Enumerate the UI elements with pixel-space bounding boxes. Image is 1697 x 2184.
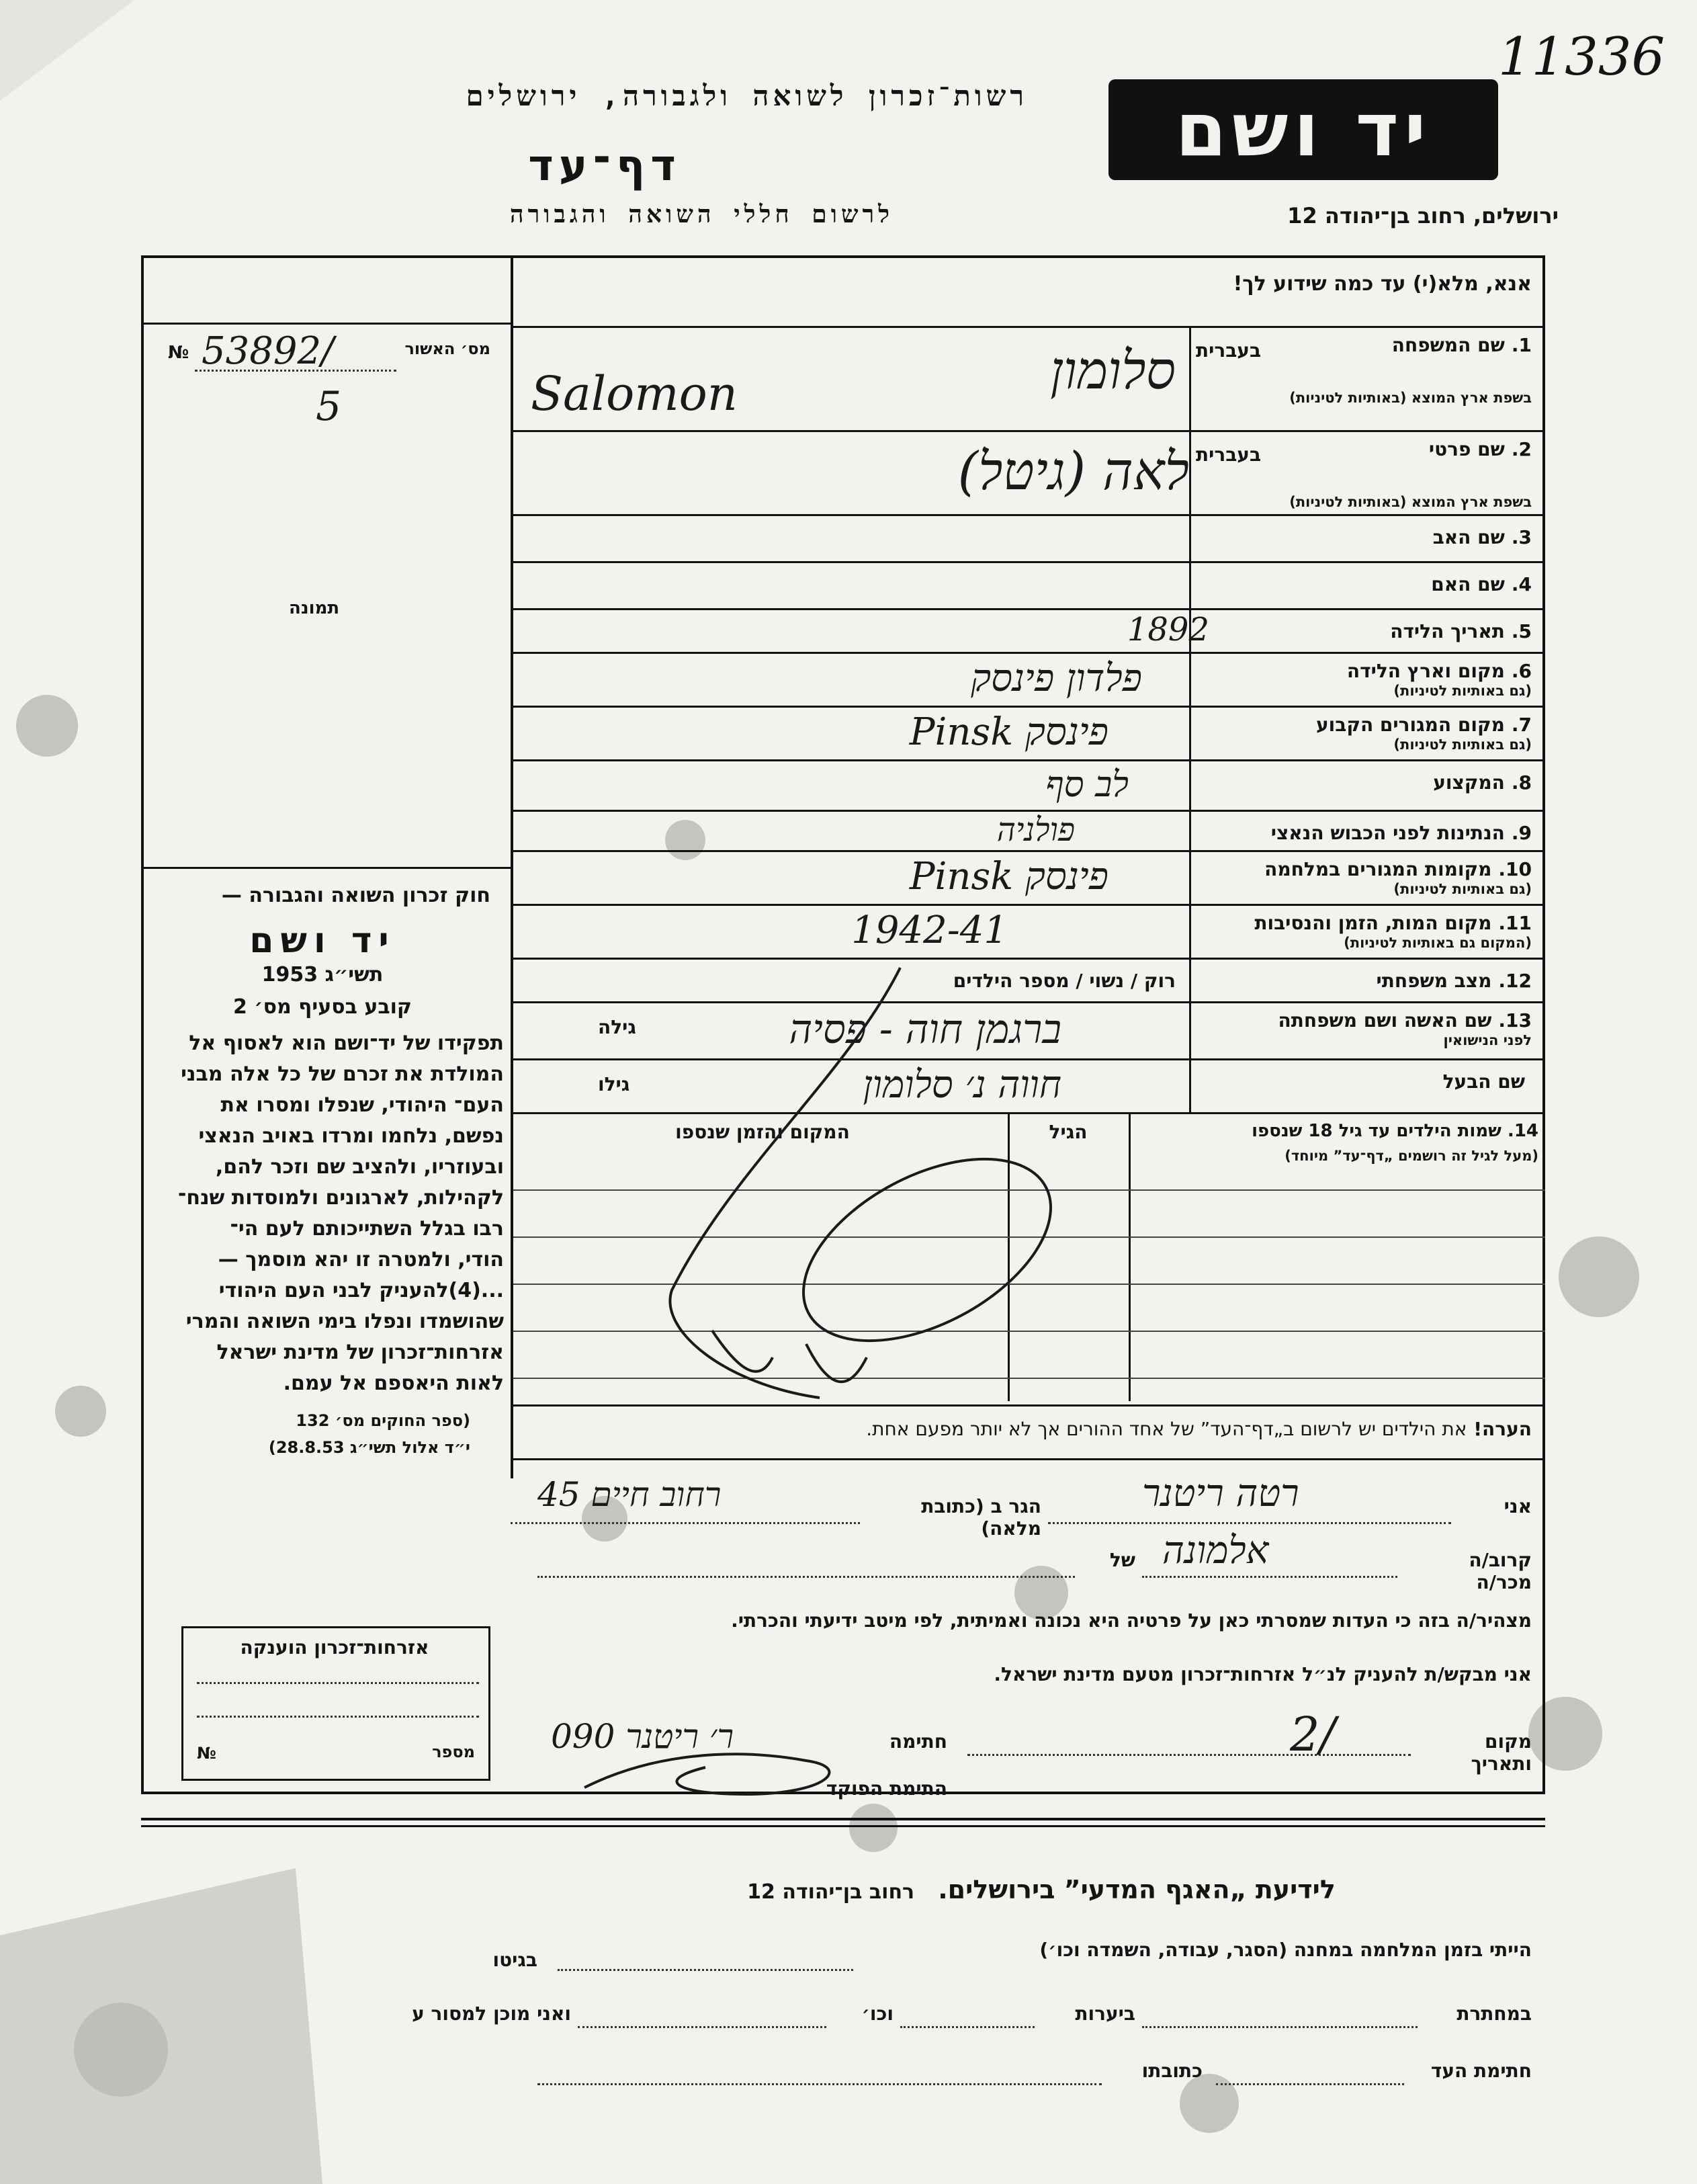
handwritten-scribble (645, 954, 1142, 1418)
field-number: 8. (1511, 771, 1532, 794)
law-line: לקהילות, לארגונים ולמוסדות שנח־ (177, 1186, 504, 1210)
etc-label: וכו׳ (861, 2003, 894, 2025)
field-label-text: מקום המות, הזמן והנסיבות (1254, 912, 1492, 934)
row-divider (513, 561, 1545, 563)
language-label: בעברית (1196, 339, 1262, 362)
field-sublabel: בשפת ארץ המוצא (באותיות לטיניות) (1289, 494, 1532, 510)
field-value: ברגמן חוה - פסיה (789, 1007, 1061, 1053)
citizenship-no-sign: № (197, 1744, 216, 1763)
yad-vashem-logo: יד ושם (1108, 79, 1498, 180)
marital-options: רוק / נשוי / מספר הילדים (953, 970, 1176, 992)
row-divider (513, 514, 1545, 516)
field-value: חווה נ׳ סלומון (863, 1063, 1061, 1107)
field-sublabel: (גם באותיות לטיניות) (1393, 737, 1532, 753)
age-label: גילו (598, 1073, 630, 1095)
field-number: 5. (1511, 620, 1532, 642)
field-sublabel: (גם באותיות לטיניות) (1393, 683, 1532, 699)
of-label: של (1109, 1549, 1135, 1571)
intro-text: אנא, מלא(י) עד כמה שידוע לך! (1233, 272, 1532, 296)
place-header: המקום והזמן שנספו (675, 1121, 850, 1143)
declaration-request: אני מבקש/ת להעניק לנ״ל אזרחות־זכרון מטעם מדינת ישראל. (994, 1663, 1532, 1685)
field-label (1196, 970, 1532, 992)
law-line: המולדת את זכרם של כל אלה מבני (181, 1062, 504, 1086)
law-line: ...(4)להעניק לבני העם היהודי (218, 1279, 504, 1302)
field-label-text: תאריך הלידה (1390, 620, 1505, 642)
field-number: 2. (1511, 438, 1532, 460)
law-text (149, 1028, 504, 1399)
law-line: לאות היאספם אל עמם. (283, 1372, 504, 1395)
field-number: 6. (1511, 660, 1532, 682)
witness-address-label: כתובתו (1141, 2060, 1203, 2082)
field-number: 4. (1511, 573, 1532, 595)
field-label-text: שם האם (1431, 573, 1505, 595)
law-line: תפקידו של יד־ושם הוא לאסוף אל (189, 1032, 504, 1055)
law-date: י״ד אלול תשי״ג 28.8.53) (268, 1438, 470, 1457)
declarant-name: רטה ריטנר (1142, 1472, 1299, 1515)
authority-name: רשות־זכרון לשואה ולגבורה, ירושלים (466, 79, 1028, 112)
approval-label: מס׳ האשור (404, 339, 490, 358)
field-label (1196, 822, 1532, 844)
relative-label: קרוב/ה מכר/ה (1469, 1549, 1532, 1593)
law-line: ובעוזריו, ולהציב שם וזכר להם, (215, 1155, 504, 1179)
field-value: לאה (גיטל) (957, 442, 1189, 502)
field-value: סלומון (1050, 341, 1176, 401)
field-value: פולניה (996, 811, 1075, 849)
bottom-heading-row (537, 1875, 1545, 1904)
bottom-address: רחוב בן־יהודה 12 (747, 1880, 915, 1904)
field-value-latin: Salomon (531, 366, 738, 421)
archive-number: 11336 (1498, 27, 1665, 87)
law-line: הודי, ולמטרה זו יהא מוסמך — (218, 1248, 504, 1271)
citizenship-number-label: מספר (432, 1742, 475, 1761)
officer-signature-label: התימת הפוקד (826, 1777, 947, 1800)
place-date-label: מקום ותאריך (1471, 1730, 1532, 1775)
note-title: הערה! (1473, 1418, 1532, 1440)
field-label (1196, 526, 1532, 548)
field-label (1196, 1070, 1532, 1093)
signature-value: ר׳ ריטנר 090 (551, 1717, 734, 1756)
field-sublabel: (גם באותיות לטיניות) (1393, 881, 1532, 897)
field-label (1196, 912, 1532, 934)
note-text: את הילדים יש לרשום ב„דף־העד” של אחד ההורים אך לא יותר מפעם אחת. (866, 1418, 1467, 1440)
law-source: (ספר החוקים מס׳ 132 (296, 1411, 470, 1430)
field-value: פינסק Pinsk (909, 710, 1108, 754)
field-sublabel: בשפת ארץ המוצא (באותיות לטיניות) (1289, 390, 1532, 406)
form-title: דף־עד (528, 141, 681, 191)
citizenship-box (181, 1626, 490, 1781)
field-label (1196, 620, 1532, 642)
law-line: נפשם, נלחמו ומרדו באויב הנאצי (198, 1124, 504, 1148)
approval-number: 53892/ (202, 329, 335, 373)
field-number: 1. (1511, 334, 1532, 356)
field-number: 13. (1498, 1009, 1532, 1032)
field-label (1196, 771, 1532, 794)
field-number: 11. (1498, 912, 1532, 934)
law-line: אזרחות־זכרון של מדינת ישראל (216, 1341, 504, 1364)
law-line: העם־ היהודי, שנפלו ומסרו את (220, 1093, 504, 1117)
age-label: גילה (598, 1016, 636, 1038)
law-heading: חוק זכרון השואה והגבורה — (221, 884, 490, 907)
field-label-text: מקום המגורים הקבוע (1315, 714, 1505, 736)
field-label (1196, 1009, 1532, 1032)
note-row (531, 1418, 1532, 1440)
declaration-statement: מצהיר/ה בזה כי העדות שמסרתי כאן על פרטיה היא נכונה ואמיתית, לפי מיטב ידיעתי והכרתי. (731, 1609, 1532, 1632)
field-label-text: הנתינות לפני הכבוש הנאצי (1270, 822, 1505, 844)
field-label (1196, 858, 1532, 880)
no-sign: № (168, 343, 189, 363)
approval-sub: 5 (316, 383, 342, 430)
relation-value: אלמונה (1162, 1529, 1269, 1572)
signature-scribble (571, 1727, 920, 1808)
field-number: 3. (1511, 526, 1532, 548)
field-label-text: שם פרטי (1428, 438, 1505, 460)
field-label-text: שם האשה ושם משפחתה (1278, 1009, 1492, 1032)
children-label: 14. שמות הילדים עד גיל 18 שנספו (1252, 1121, 1538, 1141)
field-label (1196, 660, 1532, 682)
place-date-value: 2/ (1290, 1707, 1336, 1762)
photo-label: תמונה (289, 598, 340, 618)
law-year: תשי״ג 1953 (261, 963, 384, 986)
field-sublabel: (המקום גם באותיות לטיניות) (1344, 935, 1532, 951)
field-label-text: מקומות המגורים במלחמה (1264, 858, 1492, 880)
law-line: רבו בגלל השתייכותם לעם הי־ (230, 1217, 504, 1241)
declarant-address: רחוב חיים 45 (537, 1475, 722, 1514)
children-sub: (מעל לגיל זה רושמים „דף־עד” מיוחד) (1285, 1148, 1538, 1164)
citizenship-title: אזרחות־זכרון הוענקה (240, 1636, 429, 1658)
field-number: 7. (1511, 714, 1532, 736)
bottom-heading: לידיעת „האגף המדעי” בירושלים. (938, 1875, 1336, 1904)
underground-label: במחתרת (1456, 2003, 1532, 2025)
field-label-text: המקצוע (1433, 771, 1505, 794)
age-header: הגיל (1049, 1121, 1088, 1143)
ghetto-label: בגיטו (492, 1949, 537, 1971)
law-section: קובע בסעיף מס׳ 2 (232, 995, 412, 1019)
field-value: פלדון פינסק (971, 657, 1142, 700)
language-label: בעברית (1196, 444, 1262, 466)
declaration-ani: אני (1504, 1495, 1532, 1517)
field-value: 1892 (1127, 611, 1209, 648)
field-number: 9. (1511, 822, 1532, 844)
field-value: פינסק Pinsk (909, 855, 1108, 898)
field-label (1196, 714, 1532, 736)
field-number: 10. (1498, 858, 1532, 880)
field-value: 1942-41 (851, 909, 1008, 952)
field-label-text: שם האב (1432, 526, 1505, 548)
address: ירושלים, רחוב בן־יהודה 12 (1287, 203, 1559, 228)
witness-signature-label: חתימת העד (1430, 2060, 1532, 2082)
field-sublabel: לפני הנישואין (1443, 1032, 1532, 1048)
resident-label: הגר ב (כתובת מלאה) (921, 1495, 1041, 1540)
field-number: 12. (1498, 970, 1532, 992)
field-label-text: שם המשפחה (1391, 334, 1505, 356)
law-name: יד ושם (249, 921, 396, 961)
field-label (1196, 573, 1532, 595)
form-purpose: לרשום חללי השואה והגבורה (509, 201, 894, 228)
forests-label: ביערות (1075, 2003, 1135, 2025)
field-label-text: מקום וארץ הלידה (1346, 660, 1505, 682)
camp-line-label: הייתי בזמן המלחמה במחנה (הסגר, עבודה, השמדה וכו׳) (1039, 1939, 1532, 1961)
field-value: לב סף (1045, 764, 1129, 805)
ready-label: ואני מוכן למסור ע (412, 2003, 571, 2025)
law-line: שהושמדו ונפלו בימי השואה והמרי (185, 1310, 504, 1333)
signature-label: חתימה (889, 1730, 947, 1753)
field-label-text: שם הבעל (1442, 1070, 1525, 1093)
field-label-text: מצב משפחתי (1376, 970, 1492, 992)
